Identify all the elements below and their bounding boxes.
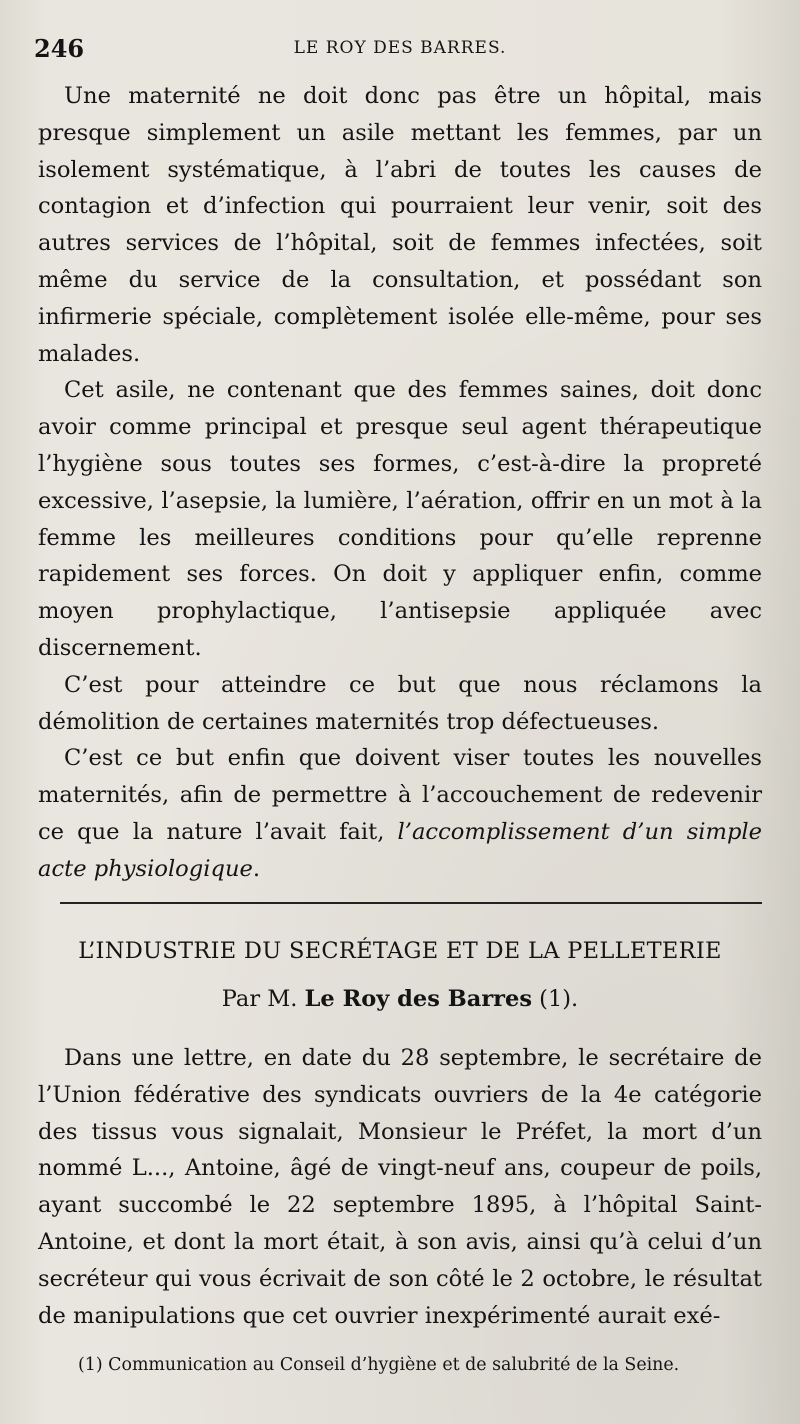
page-number: 246 — [34, 34, 85, 63]
paragraph: Dans une lettre, en date du 28 septembre, le secrétaire de l’Union fédérative des syndicats ouvriers de la 4e catégorie des tissus vous signalait, Monsieur le Préfet, la mort d’un nommé L..., Antoine, âgé de vingt-neuf ans, coupeur de poils, ayant succombé le 22 septembre 1895, à l’hôpital Saint-Antoine, et dont la mort était, à son avis, ainsi qu’à celui d’un secréteur qui vous écrivait de son côté le 2 octobre, le résultat de manipulations que cet ouvrier inexpérimenté aurait exé- — [38, 1045, 762, 1329]
section-body — [38, 1040, 762, 1334]
paragraph: C’est pour atteindre ce but que nous réclamons la démolition de certaines maternités trop défectueuses. — [38, 671, 762, 735]
italic-phrase: l’accomplissement d’un simple acte physiologique — [38, 818, 763, 882]
footnote-ref: (1). — [539, 986, 579, 1012]
paragraph-final-end: . — [252, 855, 261, 882]
running-title: LE ROY DES BARRES. — [293, 38, 507, 58]
section-divider — [60, 902, 762, 904]
footnote: (1) Communication au Conseil d’hygiène et de salubrité de la Seine. — [78, 1355, 680, 1375]
byline — [38, 986, 762, 1012]
paragraph-final-text: C’est ce but enfin que doivent viser toutes les nouvelles maternités, afin de permettre à l’accouchement de redevenir ce que la nature l’avait fait, — [38, 745, 762, 845]
running-head — [34, 34, 766, 66]
byline-prefix: Par M. — [221, 986, 298, 1012]
paragraph: Cet asile, ne contenant que des femmes saines, doit donc avoir comme principal et presque seul agent thérapeutique l’hygiène sous toutes ses formes, c’est-à-dire la propreté excessive, l’asepsie, la lumière, l’aération, offrir en un mot à la femme les meilleures conditions pour qu’elle reprenne rapidement ses forces. On doit y appliquer enfin, comme moyen prophylactique, l’antisepsie appliquée avec discernement. — [38, 377, 762, 661]
paragraph: Une maternité ne doit donc pas être un hôpital, mais presque simplement un asile mettant les femmes, par un isolement systématique, à l’abri de toutes les causes de contagion et d’infection qui pourraient leur venir, soit des autres services de l’hôpital, soit de femmes infectées, soit même du service de la consultation, et possédant son infirmerie spéciale, complètement isolée elle-même, pour ses malades. — [38, 83, 762, 367]
paragraph-final — [38, 740, 762, 887]
body-text — [38, 78, 762, 888]
author-name: Le Roy des Barres — [304, 986, 533, 1012]
section-title: L’INDUSTRIE DU SECRÉTAGE ET DE LA PELLETERIE — [78, 938, 722, 964]
